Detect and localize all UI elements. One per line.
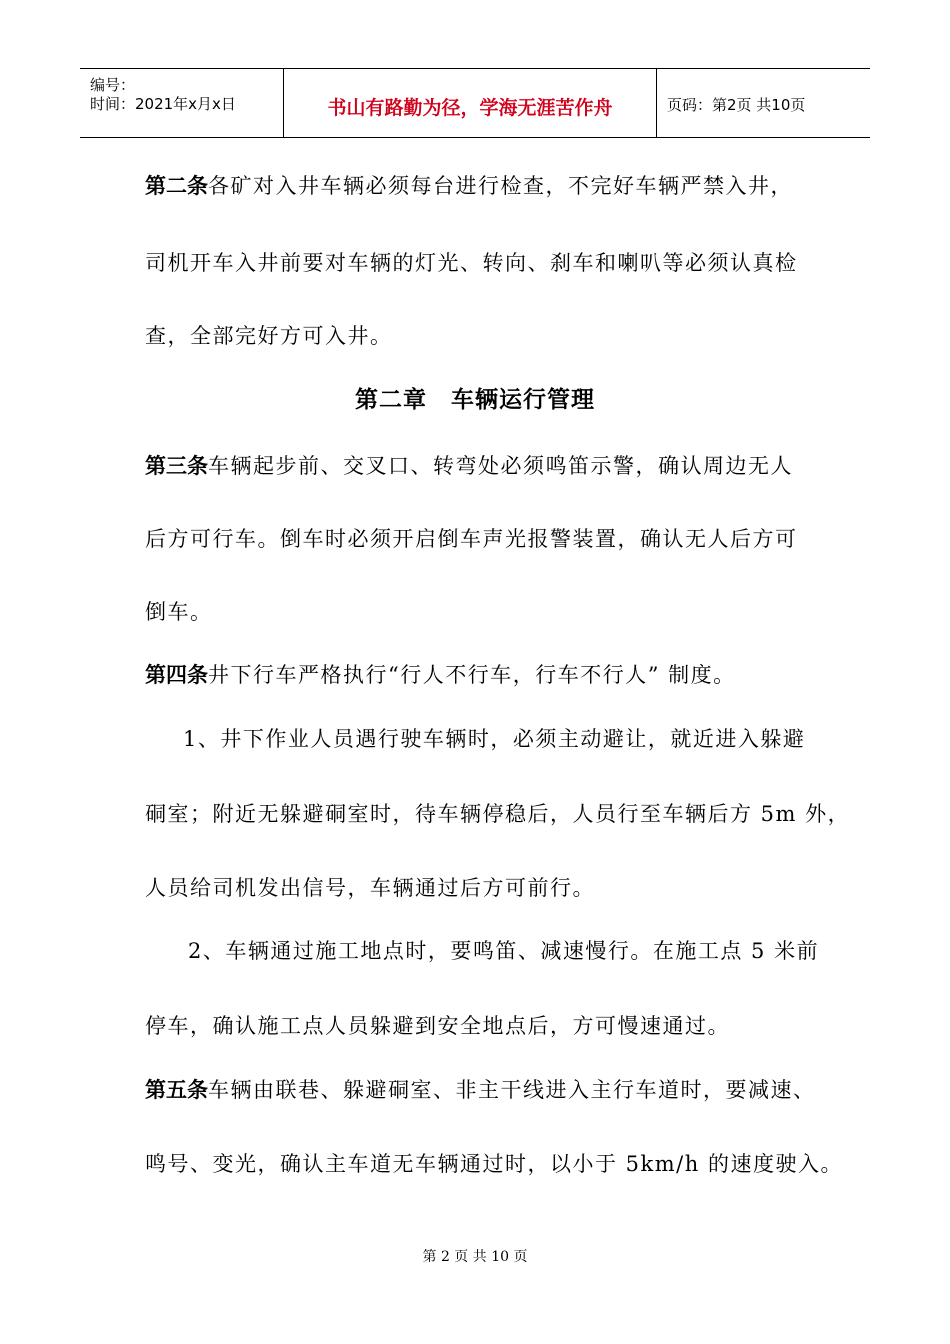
document-number-label: 编号： [90, 76, 136, 94]
page-header [80, 68, 870, 138]
header-meta-cell [80, 69, 284, 137]
article-4-text-1: 井下行车严格执行“行人不行车，行车不行人” 制度。 [208, 663, 736, 687]
header-page-info: 页码：第2页 共10页 [667, 96, 806, 114]
article-5-text-1: 车辆由联巷、躲避硐室、非主干线进入主行车道时，要减速、 [208, 1078, 816, 1102]
header-motto-cell [284, 69, 657, 137]
document-date-label: 时间：2021年x月x日 [90, 95, 236, 113]
article-2-text-1: 各矿对入井车辆必须每台进行检查，不完好车辆严禁入井， [208, 174, 793, 198]
item-1-line-2: 硐室；附近无躲避硐室时，待车辆停稳后，人员行至车辆后方 5m 外， [145, 802, 851, 826]
item-2-line-2: 停车，确认施工点人员躲避到安全地点后，方可慢速通过。 [145, 1014, 730, 1038]
article-2-line-3: 查，全部完好方可入井。 [145, 324, 393, 348]
article-3-text-1: 车辆起步前、交叉口、转弯处必须鸣笛示警，确认周边无人 [208, 454, 793, 478]
item-1-line-3: 人员给司机发出信号，车辆通过后方可前行。 [145, 876, 595, 900]
article-2-line-1 [145, 170, 793, 200]
chapter-heading: 第二章 车辆运行管理 [355, 387, 595, 413]
article-3-line-2: 后方可行车。倒车时必须开启倒车声光报警装置，确认无人后方可 [145, 527, 798, 551]
item-1-line-1: 1、井下作业人员遇行驶车辆时，必须主动避让，就近进入躲避 [183, 727, 806, 751]
article-3-line-3: 倒车。 [145, 600, 213, 624]
article-5-line-1 [145, 1074, 816, 1104]
article-2-line-2: 司机开车入井前要对车辆的灯光、转向、刹车和喇叭等必须认真检 [145, 251, 798, 275]
article-4-title: 第四条 [145, 663, 208, 687]
article-3-line-1 [145, 450, 793, 480]
article-3-title: 第三条 [145, 454, 208, 478]
header-motto: 书山有路勤为径，学海无涯苦作舟 [327, 97, 613, 119]
article-5-line-2: 鸣号、变光，确认主车道无车辆通过时，以小于 5km/h 的速度驶入。 [145, 1152, 843, 1176]
article-2-title: 第二条 [145, 174, 208, 198]
article-5-title: 第五条 [145, 1078, 208, 1102]
header-page-cell [657, 69, 870, 137]
article-4-line-1 [145, 659, 736, 689]
page-footer: 第 2 页 共 10 页 [422, 1249, 528, 1265]
item-2-line-1: 2、车辆通过施工地点时，要鸣笛、减速慢行。在施工点 5 米前 [188, 939, 820, 963]
